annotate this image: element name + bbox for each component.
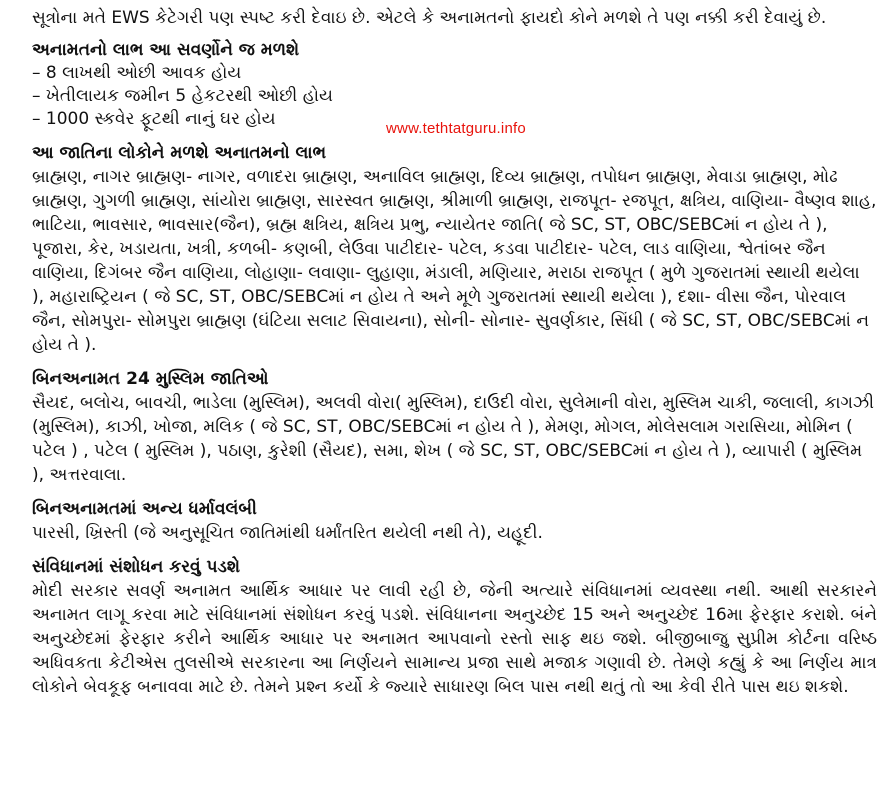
section-body: પારસી, ખ્રિસ્તી (જે અનુસૂચિત જાતિમાંથી ધર્માંતરિત થયેલી નથી તે), યહૂદી.	[32, 523, 543, 543]
watermark-link[interactable]: www.tethtatguru.info	[386, 120, 526, 137]
section-heading: આ જાતિના લોકોને મળશે અનાતમનો લાભ	[32, 143, 327, 163]
section-body: સૈયદ, બલોચ, બાવચી, ભાડેલા (મુસ્લિમ), અલવી વોરા( મુસ્લિમ), દાઉદી વોરા, સુલેમાની વોરા, મુસ્લિમ ચાકી, જલાલી, કાગઝી (મુસ્લિમ), કાઝી, ખોજા, મલિક ( જે SC, ST, OBC/SEBCમાં ન હોય તે ), મેમણ, મોગલ, મોલેસલામ ગરાસિયા, મોમિન ( પટેલ ) , પટેલ ( મુસ્લિમ ), પઠાણ, કુરેશી (સૈયદ), સમા, શેખ ( જે SC, ST, OBC/SEBCમાં ન હોય તે ), વ્યાપારી ( મુસ્લિમ ), અત્તરવાલા.	[32, 393, 875, 485]
criteria-item: – 8 લાખથી ઓછી આવક હોય	[32, 63, 242, 83]
criteria-item: – 1000 સ્કવેર ફૂટથી નાનું ઘર હોય	[32, 109, 276, 129]
section-constitution	[32, 555, 877, 699]
section-heading: અનામતનો લાભ આ સવર્ણોને જ મળશે	[32, 40, 300, 60]
section-heading: સંવિધાનમાં સંશોધન કરવું પડશે	[32, 557, 241, 577]
section-castes	[32, 141, 877, 357]
section-eligibility	[32, 38, 877, 131]
section-other-religions	[32, 497, 877, 545]
section-muslim-castes	[32, 367, 877, 487]
section-body: મોદી સરકાર સવર્ણ અનામત આર્થિક આધાર પર લાવી રહી છે, જેની અત્યારે સંવિધાનમાં વ્યવસ્થા નથી. આથી સરકારને અનામત લાગૂ કરવા માટે સંવિધાનમાં સંશોધન કરવું પડશે. સંવિધાનના અનુચ્છેદ 15 અને અનુચ્છેદ 16મા ફેરફાર કરાશે. બંને અનુચ્છેદમાં ફેરફાર કરીને આર્થિક આધાર પર અનામત આપવાનો રસ્તો સાફ થઇ જશે. બીજીબાજુ સુપ્રીમ કોર્ટના વરિષ્ઠ અધિવકતા કેટીએસ તુલસીએ સરકારના આ નિર્ણયને સામાન્ય પ્રજા સાથે મજાક ગણાવી છે. તેમણે કહ્યું કે આ નિર્ણય માત્ર લોકોને બેવકૂફ બનાવવા માટે છે. તેમને પ્રશ્ન કર્યો કે જ્યારે સાધારણ બિલ પાસ નથી થતું તો આ કેવી રીતે પાસ થઇ શકશે.	[32, 581, 877, 697]
section-heading: બિનઅનામતમાં અન્ય ધર્માવલંબી	[32, 499, 257, 519]
criteria-item: – ખેતીલાયક જમીન 5 હેકટરથી ઓછી હોય	[32, 86, 333, 106]
intro-paragraph: સૂત્રોના મતે EWS કેટેગરી પણ સ્પષ્ટ કરી દેવાઇ છે. એટલે કે અનામતનો ફાયદો કોને મળશે તે પણ નક્કી કરી દેવાયું છે.	[32, 8, 827, 28]
section-heading: બિનઅનામત 24 મુસ્લિમ જાતિઓ	[32, 369, 269, 389]
section-body: બ્રાહ્મણ, નાગર બ્રાહ્મણ- નાગર, વળાદરા બ્રાહ્મણ, અનાવિલ બ્રાહ્મણ, દિવ્ય બ્રાહ્મણ, તપોધન બ્રાહ્મણ, મેવાડા બ્રાહ્મણ, મોઢ બ્રાહ્મણ, ગુગળી બ્રાહ્મણ, સાંયોરા બ્રાહ્મણ, સારસ્વત બ્રાહ્મણ, શ્રીમાળી બ્રાહ્મણ, રાજપૂત- રજપૂત, ક્ષત્રિય, વાણિયા- વૈષ્ણવ શાહ, ભાટિયા, ભાવસાર, ભાવસાર(જૈન), બ્રહ્મ ક્ષત્રિય, ક્ષત્રિય પ્રભુ, ન્યાયેતર જાતિ( જે SC, ST, OBC/SEBCમાં ન હોય તે ), પૂજારા, કેર, ખડાયતા, ખત્રી, કળબી- કણબી, લેઉવા પાટીદાર- પટેલ, કડવા પાટીદાર- પટેલ, લાડ વાણિયા, શ્વેતાંબર જૈન વાણિયા, દિગંબર જૈન વાણિયા, લોહાણા- લવાણા- લુહાણા, મંડાલી, મણિયાર, મરાઠા રાજપૂત ( મુળે ગુજરાતમાં સ્થાયી થયેલા ), મહારાષ્ટ્રિયન ( જે SC, ST, OBC/SEBCમાં ન હોય તે અને મૂળે ગુજરાતમાં સ્થાયી થયેલા ), દશા- વીસા જૈન, પોરવાલ જૈન, સોમપુરા- સોમપુરા બ્રાહ્મણ (ઘંટિયા સલાટ સિવાયના), સોની- સોનાર- સુવર્ણકાર, સિંધી ( જે SC, ST, OBC/SEBCમાં ન હોય તે ).	[32, 167, 877, 355]
